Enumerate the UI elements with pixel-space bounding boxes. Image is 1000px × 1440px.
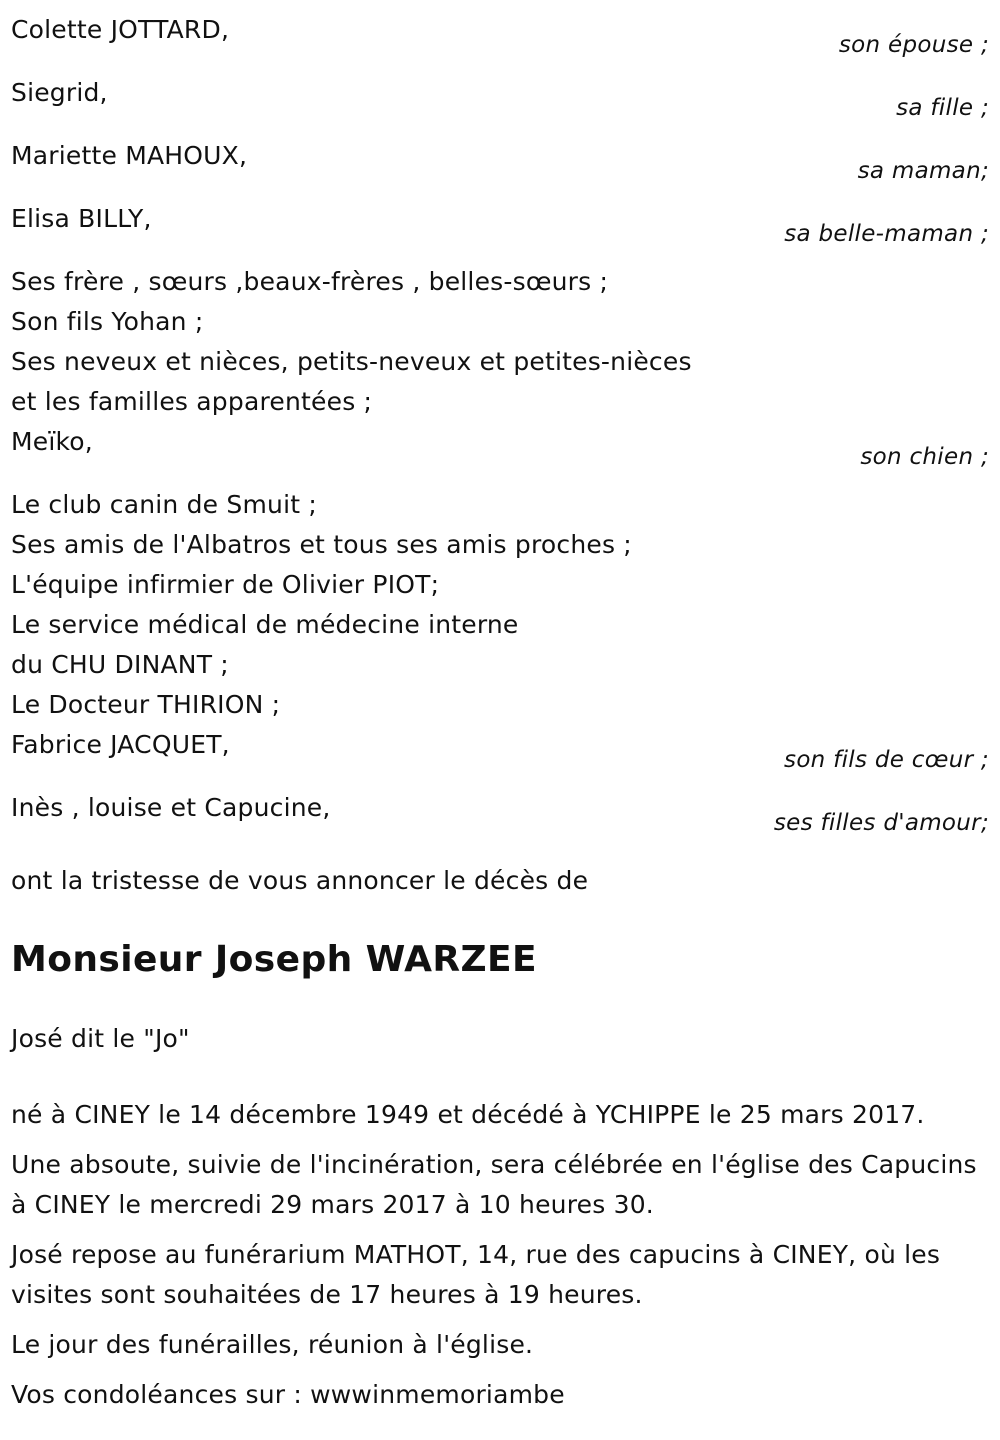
family-relation-mother-in-law: sa belle-maman ; <box>784 221 989 247</box>
pet-name: Meïko, <box>11 427 93 456</box>
spacer <box>11 901 989 937</box>
family-name-mother-in-law: Elisa BILLY, <box>11 204 152 233</box>
relatives-line: Ses neveux et nièces, petits-neveux et petites-nièces <box>11 347 692 376</box>
others-line: du CHU DINANT ; <box>11 650 229 679</box>
spacer <box>11 1315 989 1325</box>
spacer <box>11 1225 989 1235</box>
family-name-daughter: Siegrid, <box>11 78 108 107</box>
relatives-line: Son fils Yohan ; <box>11 307 204 336</box>
daughters-names: Inès , louise et Capucine, <box>11 793 331 822</box>
others-line: Ses amis de l'Albatros et tous ses amis proches ; <box>11 530 632 559</box>
spacer <box>11 1365 989 1375</box>
family-relation-spouse: son épouse ; <box>838 32 989 58</box>
visits-info: José repose au funérarium MATHOT, 14, rue des capucins à CINEY, où les visites sont souhaitées de 17 heures à 19 heures. <box>11 1240 941 1309</box>
spacer <box>11 983 989 1019</box>
ceremony-info: Une absoute, suivie de l'incinération, sera célébrée en l'église des Capucins à CINEY le mercredi 29 mars 2017 à 10 heures 30. <box>11 1150 977 1219</box>
pet-relation: son chien ; <box>860 444 989 470</box>
spacer <box>11 1135 989 1145</box>
daughters-relation: ses filles d'amour; <box>773 810 989 836</box>
others-line: Le club canin de Smuit ; <box>11 490 317 519</box>
nickname: José dit le "Jo" <box>11 1024 190 1053</box>
birth-death-info: né à CINEY le 14 décembre 1949 et décédé à YCHIPPE le 25 mars 2017. <box>11 1100 925 1129</box>
family-relation-daughter: sa fille ; <box>896 95 989 121</box>
spacer <box>11 1059 989 1095</box>
relatives-line: et les familles apparentées ; <box>11 387 373 416</box>
family-relation-mother: sa maman; <box>857 158 989 184</box>
heart-son-relation: son fils de cœur ; <box>784 747 989 773</box>
spacer <box>11 851 989 861</box>
deceased-name: Monsieur Joseph WARZEE <box>11 939 537 980</box>
others-line: Le Docteur THIRION ; <box>11 690 281 719</box>
family-name-spouse: Colette JOTTARD, <box>11 15 230 44</box>
others-line: L'équipe infirmier de Olivier PIOT; <box>11 570 440 599</box>
relatives-line: Ses frère , sœurs ,beaux-frères , belles-sœurs ; <box>11 267 609 296</box>
condolences-info: Vos condoléances sur : wwwinmemoriambe <box>11 1380 565 1409</box>
funeral-day-info: Le jour des funérailles, réunion à l'église. <box>11 1330 534 1359</box>
family-name-mother: Mariette MAHOUX, <box>11 141 248 170</box>
announcement-text: ont la tristesse de vous annoncer le décès de <box>11 866 589 895</box>
others-line: Le service médical de médecine interne <box>11 610 519 639</box>
heart-son-name: Fabrice JACQUET, <box>11 730 230 759</box>
obituary-document <box>11 10 989 1415</box>
